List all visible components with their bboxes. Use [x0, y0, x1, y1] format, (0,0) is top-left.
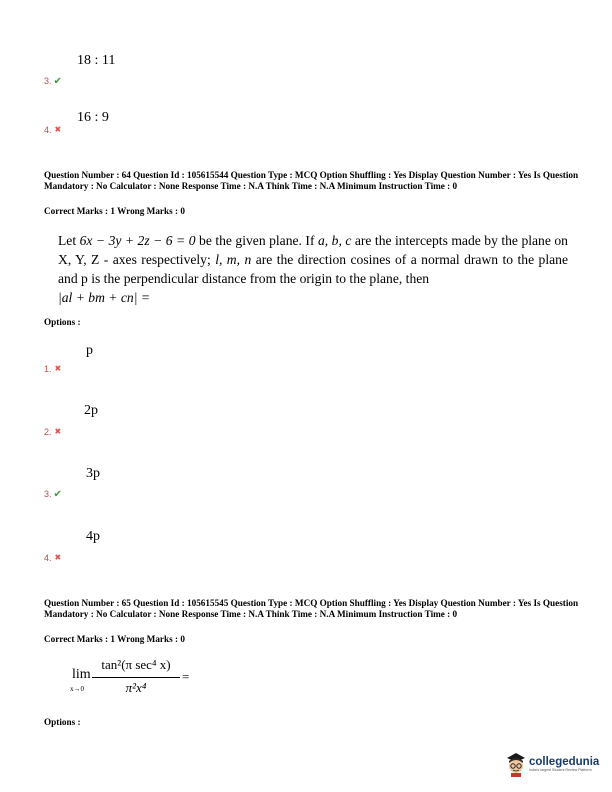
cross-icon: ✖	[54, 125, 62, 134]
limit-operator: lim	[72, 667, 91, 682]
option-number-label: 4.	[44, 125, 52, 135]
direction-cosine-variables: l, m, n	[215, 252, 252, 267]
logo-name: collegedunia	[529, 755, 600, 768]
cross-icon: ✖	[54, 427, 62, 436]
option-number-label: 4.	[44, 553, 52, 563]
option-number	[44, 125, 61, 135]
check-icon: ✔	[53, 489, 62, 500]
limit-expression	[70, 657, 270, 701]
mascot-icon	[505, 751, 527, 777]
limit-subscript: x→0	[70, 685, 84, 693]
option-number-label: 2.	[44, 427, 52, 437]
plane-equation: 6x − 3y + 2z − 6 = 0	[79, 233, 196, 248]
option-text: 16 : 9	[77, 110, 109, 125]
question-marks: Correct Marks : 1 Wrong Marks : 0	[44, 634, 185, 644]
fraction-denominator: π²x⁴	[125, 680, 147, 695]
logo-tagline: India's largest Student Review Platform	[529, 767, 592, 772]
option-number	[44, 553, 61, 563]
question-text-part: be the given plane. If	[199, 233, 315, 248]
cross-icon: ✖	[54, 553, 62, 562]
option-number-label: 3.	[44, 76, 52, 86]
question-text-part: are the direction cosines of a normal drawn to the plane and p is the perpendicular distance from the origin to the plane, then	[58, 252, 568, 286]
option-number-label: 3.	[44, 489, 52, 499]
option-number	[44, 427, 61, 437]
question-marks: Correct Marks : 1 Wrong Marks : 0	[44, 206, 185, 216]
fraction-bar	[92, 677, 180, 678]
question-text-part: Let	[58, 233, 77, 248]
question-text-part: are the intercepts made by the plane on X, Y, Z - axes respectively;	[58, 233, 568, 267]
option-text: 3p	[86, 466, 100, 481]
option-text: 2p	[84, 403, 98, 418]
equals-sign: =	[182, 669, 190, 684]
option-number-label: 1.	[44, 364, 52, 374]
question-text	[58, 231, 568, 307]
question-meta: Question Number : 64 Question Id : 105615544 Question Type : MCQ Option Shuffling : Yes Display Question Number : Yes Is Question Mandatory : No Calculator : None Response Time : N.A Think Time : N.A Minimum Instruction Time : 0	[44, 170, 579, 192]
option-text: 4p	[86, 529, 100, 544]
option-text: p	[86, 343, 93, 358]
option-text: 18 : 11	[77, 53, 116, 68]
option-number	[44, 364, 61, 374]
check-icon: ✔	[53, 76, 62, 87]
collegedunia-logo	[505, 749, 609, 779]
option-number	[44, 76, 62, 87]
fraction-numerator: tan²(π sec⁴ x)	[101, 657, 171, 672]
intercept-variables: a, b, c	[317, 233, 352, 248]
option-number	[44, 489, 62, 500]
target-expression: |al + bm + cn| =	[58, 290, 151, 305]
question-meta: Question Number : 65 Question Id : 105615545 Question Type : MCQ Option Shuffling : Yes Display Question Number : Yes Is Question Mandatory : No Calculator : None Response Time : N.A Think Time : N.A Minimum Instruction Time : 0	[44, 598, 579, 620]
options-label: Options :	[44, 317, 81, 327]
options-label: Options :	[44, 717, 81, 727]
cross-icon: ✖	[54, 364, 62, 373]
